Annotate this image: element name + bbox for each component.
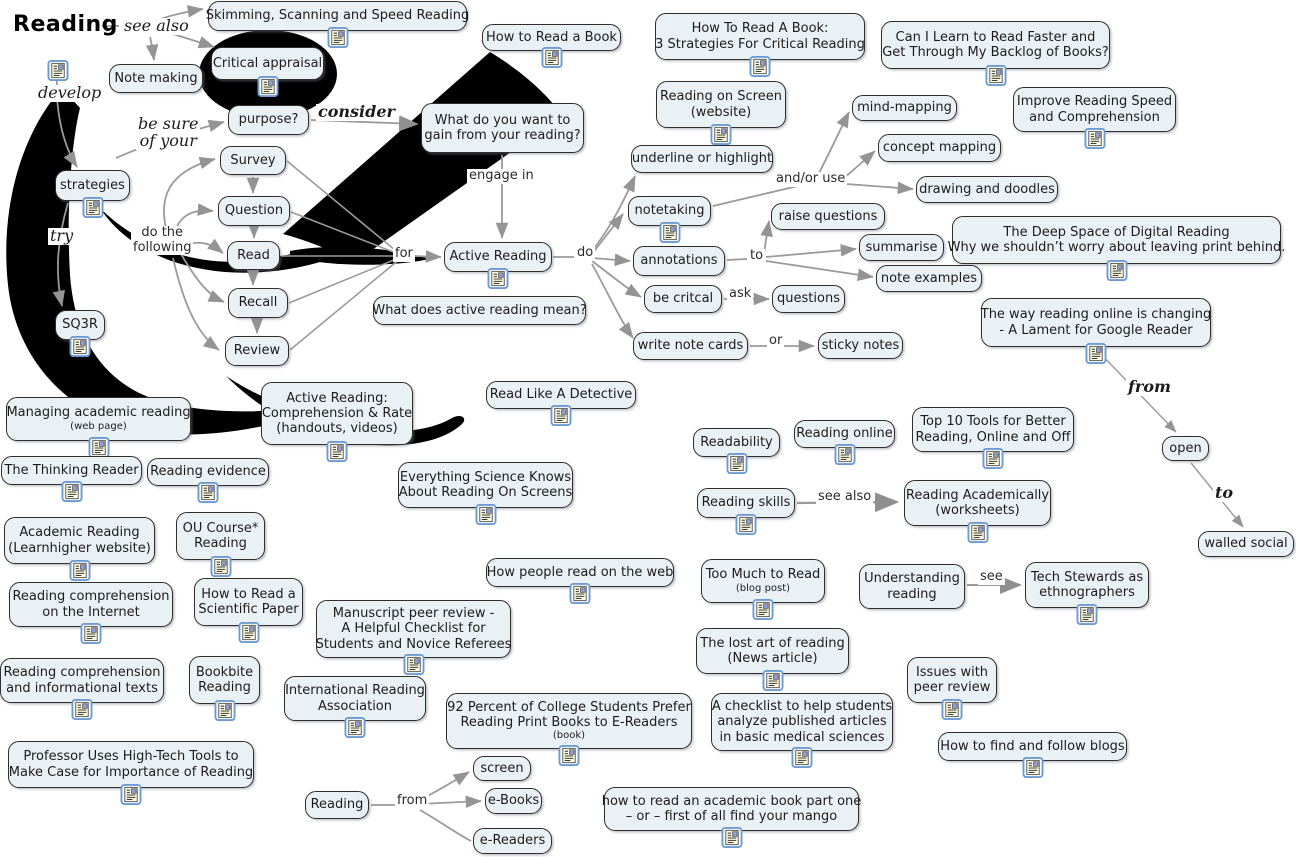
resource-icon[interactable]	[121, 784, 142, 805]
node-write-note-cards[interactable]	[633, 332, 748, 360]
node-label: concept mapping	[882, 140, 997, 156]
node-label: Note making	[114, 70, 198, 86]
node-label: questions	[777, 291, 840, 307]
node-how-to-read-a-book[interactable]	[482, 24, 621, 51]
node-be-critcal[interactable]	[644, 285, 722, 313]
node-label: Readability	[700, 434, 773, 450]
resource-icon[interactable]	[61, 481, 82, 502]
node-label: 3 Strategies For Critical Reading	[655, 36, 865, 52]
node-label: Academic Reading	[19, 525, 140, 541]
node-label: (handouts, videos)	[276, 421, 398, 437]
resource-icon[interactable]	[1084, 128, 1105, 149]
resource-icon[interactable]	[198, 482, 219, 503]
resource-icon[interactable]	[834, 444, 855, 465]
node-label: (News article)	[727, 651, 818, 666]
node-label: ethnographers	[1039, 585, 1135, 600]
node-review[interactable]	[225, 336, 289, 366]
node-label: and informational texts	[6, 680, 158, 696]
resource-icon[interactable]	[762, 670, 783, 691]
node-label: Recall	[238, 295, 278, 311]
node-label: Read	[237, 247, 270, 263]
edge-label-be-sure-of-your[interactable]: be sure of your	[138, 114, 199, 150]
node-label: gain from your reading?	[424, 128, 581, 143]
node-open[interactable]	[1162, 436, 1209, 461]
node-label: How to Read a Book	[486, 29, 617, 45]
node-label: (worksheets)	[935, 503, 1020, 518]
node-label: The way reading online is changing	[980, 307, 1212, 323]
edge-label-to-online[interactable]: to	[1215, 483, 1234, 502]
resource-icon[interactable]	[711, 124, 732, 145]
node-checklist-medical[interactable]	[711, 693, 893, 751]
node-label: notetaking	[634, 203, 705, 219]
node-raise-questions[interactable]	[771, 203, 885, 230]
edge-label-from-online[interactable]: from	[1128, 377, 1171, 396]
node-drawing-doodles[interactable]	[916, 176, 1058, 203]
node-label: Reading Print Books to E-Readers	[460, 715, 678, 731]
node-label: Reading comprehension	[3, 665, 161, 681]
map-title[interactable]: Reading	[13, 12, 118, 37]
resource-icon[interactable]	[983, 448, 1004, 469]
edge-label-or[interactable]: or	[769, 333, 783, 348]
node-label: Too Much to Read	[705, 567, 821, 583]
node-label: note examples	[880, 270, 978, 286]
node-label: how to read an academic book part one	[601, 793, 862, 809]
resource-icon[interactable]	[257, 76, 278, 97]
resource-icon[interactable]	[559, 745, 580, 766]
node-concept-mapping[interactable]	[878, 134, 1001, 162]
node-label: purpose?	[238, 112, 299, 128]
node-sublabel: (web page)	[70, 420, 127, 432]
resource-icon[interactable]	[985, 65, 1006, 86]
node-recall[interactable]	[228, 288, 288, 318]
node-label: The lost art of reading	[700, 635, 845, 651]
resource-icon[interactable]	[792, 747, 813, 768]
resource-icon[interactable]	[70, 336, 91, 357]
node-label: write note cards	[637, 338, 744, 354]
node-label: Can I Learn to Read Faster and	[895, 29, 1096, 45]
node-manuscript-peer-review[interactable]	[316, 600, 511, 658]
resource-icon[interactable]	[327, 441, 348, 462]
node-annotations[interactable]	[633, 246, 725, 276]
node-mind-mapping[interactable]	[852, 95, 957, 121]
edge-label-from-bottom[interactable]: from	[397, 793, 428, 808]
node-label: e-Readers	[479, 833, 546, 849]
node-note-making[interactable]	[109, 64, 203, 93]
node-read[interactable]	[227, 241, 280, 270]
node-label: Reading	[198, 680, 251, 695]
node-sublabel: (book)	[552, 730, 586, 742]
node-academic-reading[interactable]	[4, 517, 155, 564]
node-screen[interactable]	[473, 756, 531, 781]
node-label: Everything Science Knows	[399, 469, 572, 485]
node-label: Reading	[310, 797, 364, 813]
node-label: Read Like A Detective	[489, 387, 633, 403]
node-label: What do you want to	[434, 112, 571, 128]
node-skimming[interactable]	[205, 1, 470, 31]
node-label: How to Read a	[201, 586, 296, 602]
resource-icon[interactable]	[721, 827, 742, 848]
node-bookbite[interactable]	[189, 656, 260, 704]
node-e-books[interactable]	[485, 788, 542, 814]
node-e-readers[interactable]	[473, 828, 552, 854]
node-label: A Helpful Checklist for	[341, 621, 486, 637]
resource-icon[interactable]	[69, 560, 90, 581]
node-summarise[interactable]	[859, 234, 944, 261]
resource-icon[interactable]	[488, 268, 509, 289]
node-critical-appraisal[interactable]	[211, 47, 324, 80]
node-label: Skimming, Scanning and Speed Reading	[205, 8, 470, 24]
resource-icon[interactable]	[403, 654, 424, 675]
resource-icon[interactable]	[753, 599, 774, 620]
node-improve-speed[interactable]	[1013, 87, 1176, 132]
node-label: (Learnhigher website)	[8, 540, 151, 556]
node-tech-stewards[interactable]	[1025, 562, 1149, 608]
node-label: Manuscript peer review -	[332, 606, 495, 621]
node-underline-highlight[interactable]	[631, 145, 773, 173]
node-label: How To Read A Book:	[691, 21, 829, 37]
node-questions[interactable]	[772, 285, 845, 313]
resource-icon[interactable]	[570, 583, 591, 604]
edge-label-ask[interactable]: ask	[729, 286, 752, 301]
node-walled-social[interactable]	[1198, 531, 1294, 557]
node-label: Reading, Online and Off	[915, 429, 1071, 445]
resource-icon[interactable]	[214, 700, 235, 721]
edge-label-for[interactable]: for	[395, 246, 413, 261]
node-way-reading-online[interactable]	[981, 298, 1211, 347]
node-reading-skills[interactable]	[697, 488, 795, 518]
node-label: Review	[233, 343, 281, 359]
node-label: raise questions	[778, 208, 878, 224]
node-note-examples[interactable]	[876, 265, 982, 292]
node-how-to-read-3-strategies[interactable]	[655, 13, 865, 60]
node-label: How to find and follow blogs	[940, 738, 1125, 754]
node-label: Association	[317, 698, 393, 714]
edge-label-see-also-top[interactable]: see also	[124, 16, 189, 35]
node-label: walled social	[1204, 536, 1288, 552]
node-label: Scientific Paper	[198, 602, 299, 617]
node-label: e-Books	[487, 793, 540, 809]
node-label: analyze published articles	[717, 714, 887, 730]
resource-icon[interactable]	[72, 699, 93, 720]
resource-icon[interactable]	[47, 42, 68, 63]
node-label: drawing and doodles	[919, 181, 1055, 197]
node-understanding-reading[interactable]	[859, 564, 965, 609]
node-label: sticky notes	[821, 337, 900, 353]
node-label: Survey	[230, 152, 276, 168]
resource-icon[interactable]	[1086, 343, 1107, 364]
edge-label-do[interactable]: do	[577, 245, 594, 260]
node-managing-academic[interactable]	[6, 397, 191, 441]
node-reading-comp-internet[interactable]	[9, 582, 173, 627]
node-purpose[interactable]	[228, 105, 309, 135]
resource-icon[interactable]	[942, 699, 963, 720]
node-label: The Thinking Reader	[4, 462, 139, 478]
node-label: Active Reading	[449, 249, 547, 265]
node-label: SQ3R	[62, 317, 98, 333]
node-label: Critical appraisal	[212, 55, 323, 71]
node-label: Reading online	[796, 426, 893, 442]
node-label: summarise	[865, 239, 938, 255]
node-label: Top 10 Tools for Better	[920, 414, 1066, 430]
node-label: Reading skills	[701, 495, 791, 511]
node-label: reading	[887, 586, 937, 602]
node-top-10-tools[interactable]	[912, 407, 1074, 452]
node-thinking-reader[interactable]	[1, 456, 142, 485]
node-label: Bookbite	[195, 664, 254, 680]
node-label: peer review	[913, 680, 991, 695]
edge-label-see-also-skills[interactable]: see also	[818, 489, 872, 504]
node-readability[interactable]	[693, 428, 780, 457]
node-find-follow-blogs[interactable]	[938, 732, 1127, 761]
edge-label-engage-in[interactable]: engage in	[469, 168, 534, 183]
resource-icon[interactable]	[327, 27, 348, 48]
node-issues-peer-review[interactable]	[907, 657, 997, 703]
node-label: Tech Stewards as	[1030, 569, 1144, 585]
node-label: How people read on the web	[486, 564, 674, 580]
node-label: Get Through My Backlog of Books?	[882, 45, 1109, 60]
node-ninety-two-percent[interactable]	[446, 693, 692, 749]
node-reading-online[interactable]	[794, 420, 895, 448]
node-sq3r[interactable]	[55, 310, 105, 340]
resource-icon[interactable]	[82, 197, 103, 218]
node-label: – or – first of all find your mango	[625, 809, 838, 824]
node-label: Managing academic reading	[6, 405, 191, 421]
node-what-does-active[interactable]	[373, 296, 586, 325]
node-question[interactable]	[218, 196, 290, 226]
node-label: Comprehension & Rate	[261, 405, 413, 421]
resource-icon[interactable]	[81, 623, 102, 644]
node-label: (website)	[690, 104, 752, 120]
resource-icon[interactable]	[659, 222, 680, 243]
node-what-gain[interactable]	[421, 103, 584, 153]
node-label: OU Course*	[182, 520, 259, 536]
edge-label-and-or-use[interactable]: and/or use	[776, 171, 846, 186]
node-label: Students and Novice Referees	[315, 636, 512, 652]
edge-label-do-the-following[interactable]: do the following	[133, 225, 192, 255]
node-label: Reading comprehension	[12, 589, 170, 605]
node-label: Why we shouldn’t worry about leaving print behind.	[947, 240, 1286, 255]
resource-icon[interactable]	[551, 405, 572, 426]
resource-icon[interactable]	[475, 504, 496, 525]
node-label: in basic medical sciences	[719, 729, 885, 745]
node-professor-hightech[interactable]	[8, 741, 254, 788]
node-label: Question	[224, 203, 284, 219]
node-label: Understanding	[864, 571, 960, 587]
node-label: Reading on Screen	[660, 89, 782, 105]
edge-label-develop[interactable]: develop	[38, 83, 102, 102]
node-label: Reading	[194, 536, 247, 551]
node-survey[interactable]	[220, 146, 286, 175]
node-read-detective[interactable]	[486, 381, 636, 409]
node-label: A checklist to help students	[711, 699, 893, 714]
node-reading-academically[interactable]	[904, 480, 1051, 526]
node-label: be critcal	[652, 291, 714, 307]
node-notetaking[interactable]	[628, 196, 711, 226]
node-mango[interactable]	[601, 787, 862, 831]
resource-icon[interactable]	[1022, 757, 1043, 778]
node-sublabel: (blog post)	[735, 582, 791, 594]
edge-label-try[interactable]: try	[50, 226, 74, 245]
node-label: Issues with	[915, 664, 989, 680]
node-label: International Reading	[285, 683, 425, 699]
node-active-reading[interactable]	[444, 242, 552, 272]
node-label: on the Internet	[42, 604, 140, 620]
node-reading-on-screen[interactable]	[656, 81, 786, 128]
node-lost-art[interactable]	[696, 628, 849, 674]
node-label: Professor Uses High-Tech Tools to	[23, 749, 239, 765]
resource-icon[interactable]	[1077, 604, 1098, 625]
resource-icon[interactable]	[1106, 260, 1127, 281]
node-reading-comp-texts[interactable]	[0, 658, 164, 703]
node-how-people-read-web[interactable]	[486, 558, 674, 587]
resource-icon[interactable]	[238, 622, 259, 643]
resource-icon[interactable]	[47, 60, 68, 81]
node-label: Active Reading:	[286, 390, 388, 406]
node-sticky-notes[interactable]	[818, 332, 903, 359]
node-label: - A Lament for Google Reader	[999, 322, 1193, 338]
resource-icon[interactable]	[210, 556, 231, 577]
node-intl-reading-assoc[interactable]	[284, 676, 426, 721]
node-label: underline or highlight	[631, 151, 773, 167]
node-reading-evidence[interactable]	[147, 458, 269, 486]
resource-icon[interactable]	[88, 437, 109, 458]
node-label: Reading evidence	[150, 464, 266, 480]
node-ar-comp-rate[interactable]	[261, 382, 413, 445]
node-label: and Comprehension	[1029, 109, 1160, 125]
node-everything-science[interactable]	[398, 462, 573, 508]
node-label: annotations	[640, 253, 718, 269]
resource-icon[interactable]	[967, 522, 988, 543]
edge-label-see[interactable]: see	[980, 569, 1003, 584]
node-label: About Reading On Screens	[398, 485, 573, 500]
node-label: 92 Percent of College Students Prefer	[447, 699, 691, 715]
node-htr-scientific-paper[interactable]	[194, 578, 303, 626]
resource-icon[interactable]	[736, 514, 757, 535]
edge-label-to-annotations[interactable]: to	[750, 248, 764, 263]
node-strategies[interactable]	[55, 170, 130, 201]
node-label: What does active reading mean?	[372, 302, 587, 318]
resource-icon[interactable]	[750, 56, 771, 77]
resource-icon[interactable]	[726, 453, 747, 474]
node-ou-course[interactable]	[176, 512, 265, 560]
node-reading-bottom[interactable]	[305, 791, 369, 819]
node-label: mind-mapping	[857, 100, 952, 116]
node-label: open	[1169, 440, 1202, 456]
edge-label-consider[interactable]: consider	[318, 102, 395, 121]
resource-icon[interactable]	[541, 47, 562, 68]
node-label: Reading Academically	[905, 487, 1050, 503]
node-label: strategies	[60, 177, 125, 193]
node-deep-space[interactable]	[947, 216, 1286, 264]
node-label: Make Case for Importance of Reading	[8, 764, 254, 780]
node-label: Improve Reading Speed	[1016, 94, 1173, 110]
node-label: screen	[480, 760, 524, 776]
resource-icon[interactable]	[345, 717, 366, 738]
node-can-i-learn[interactable]	[881, 21, 1110, 69]
node-too-much-to-read[interactable]	[701, 559, 825, 603]
node-label: The Deep Space of Digital Reading	[1003, 224, 1230, 240]
